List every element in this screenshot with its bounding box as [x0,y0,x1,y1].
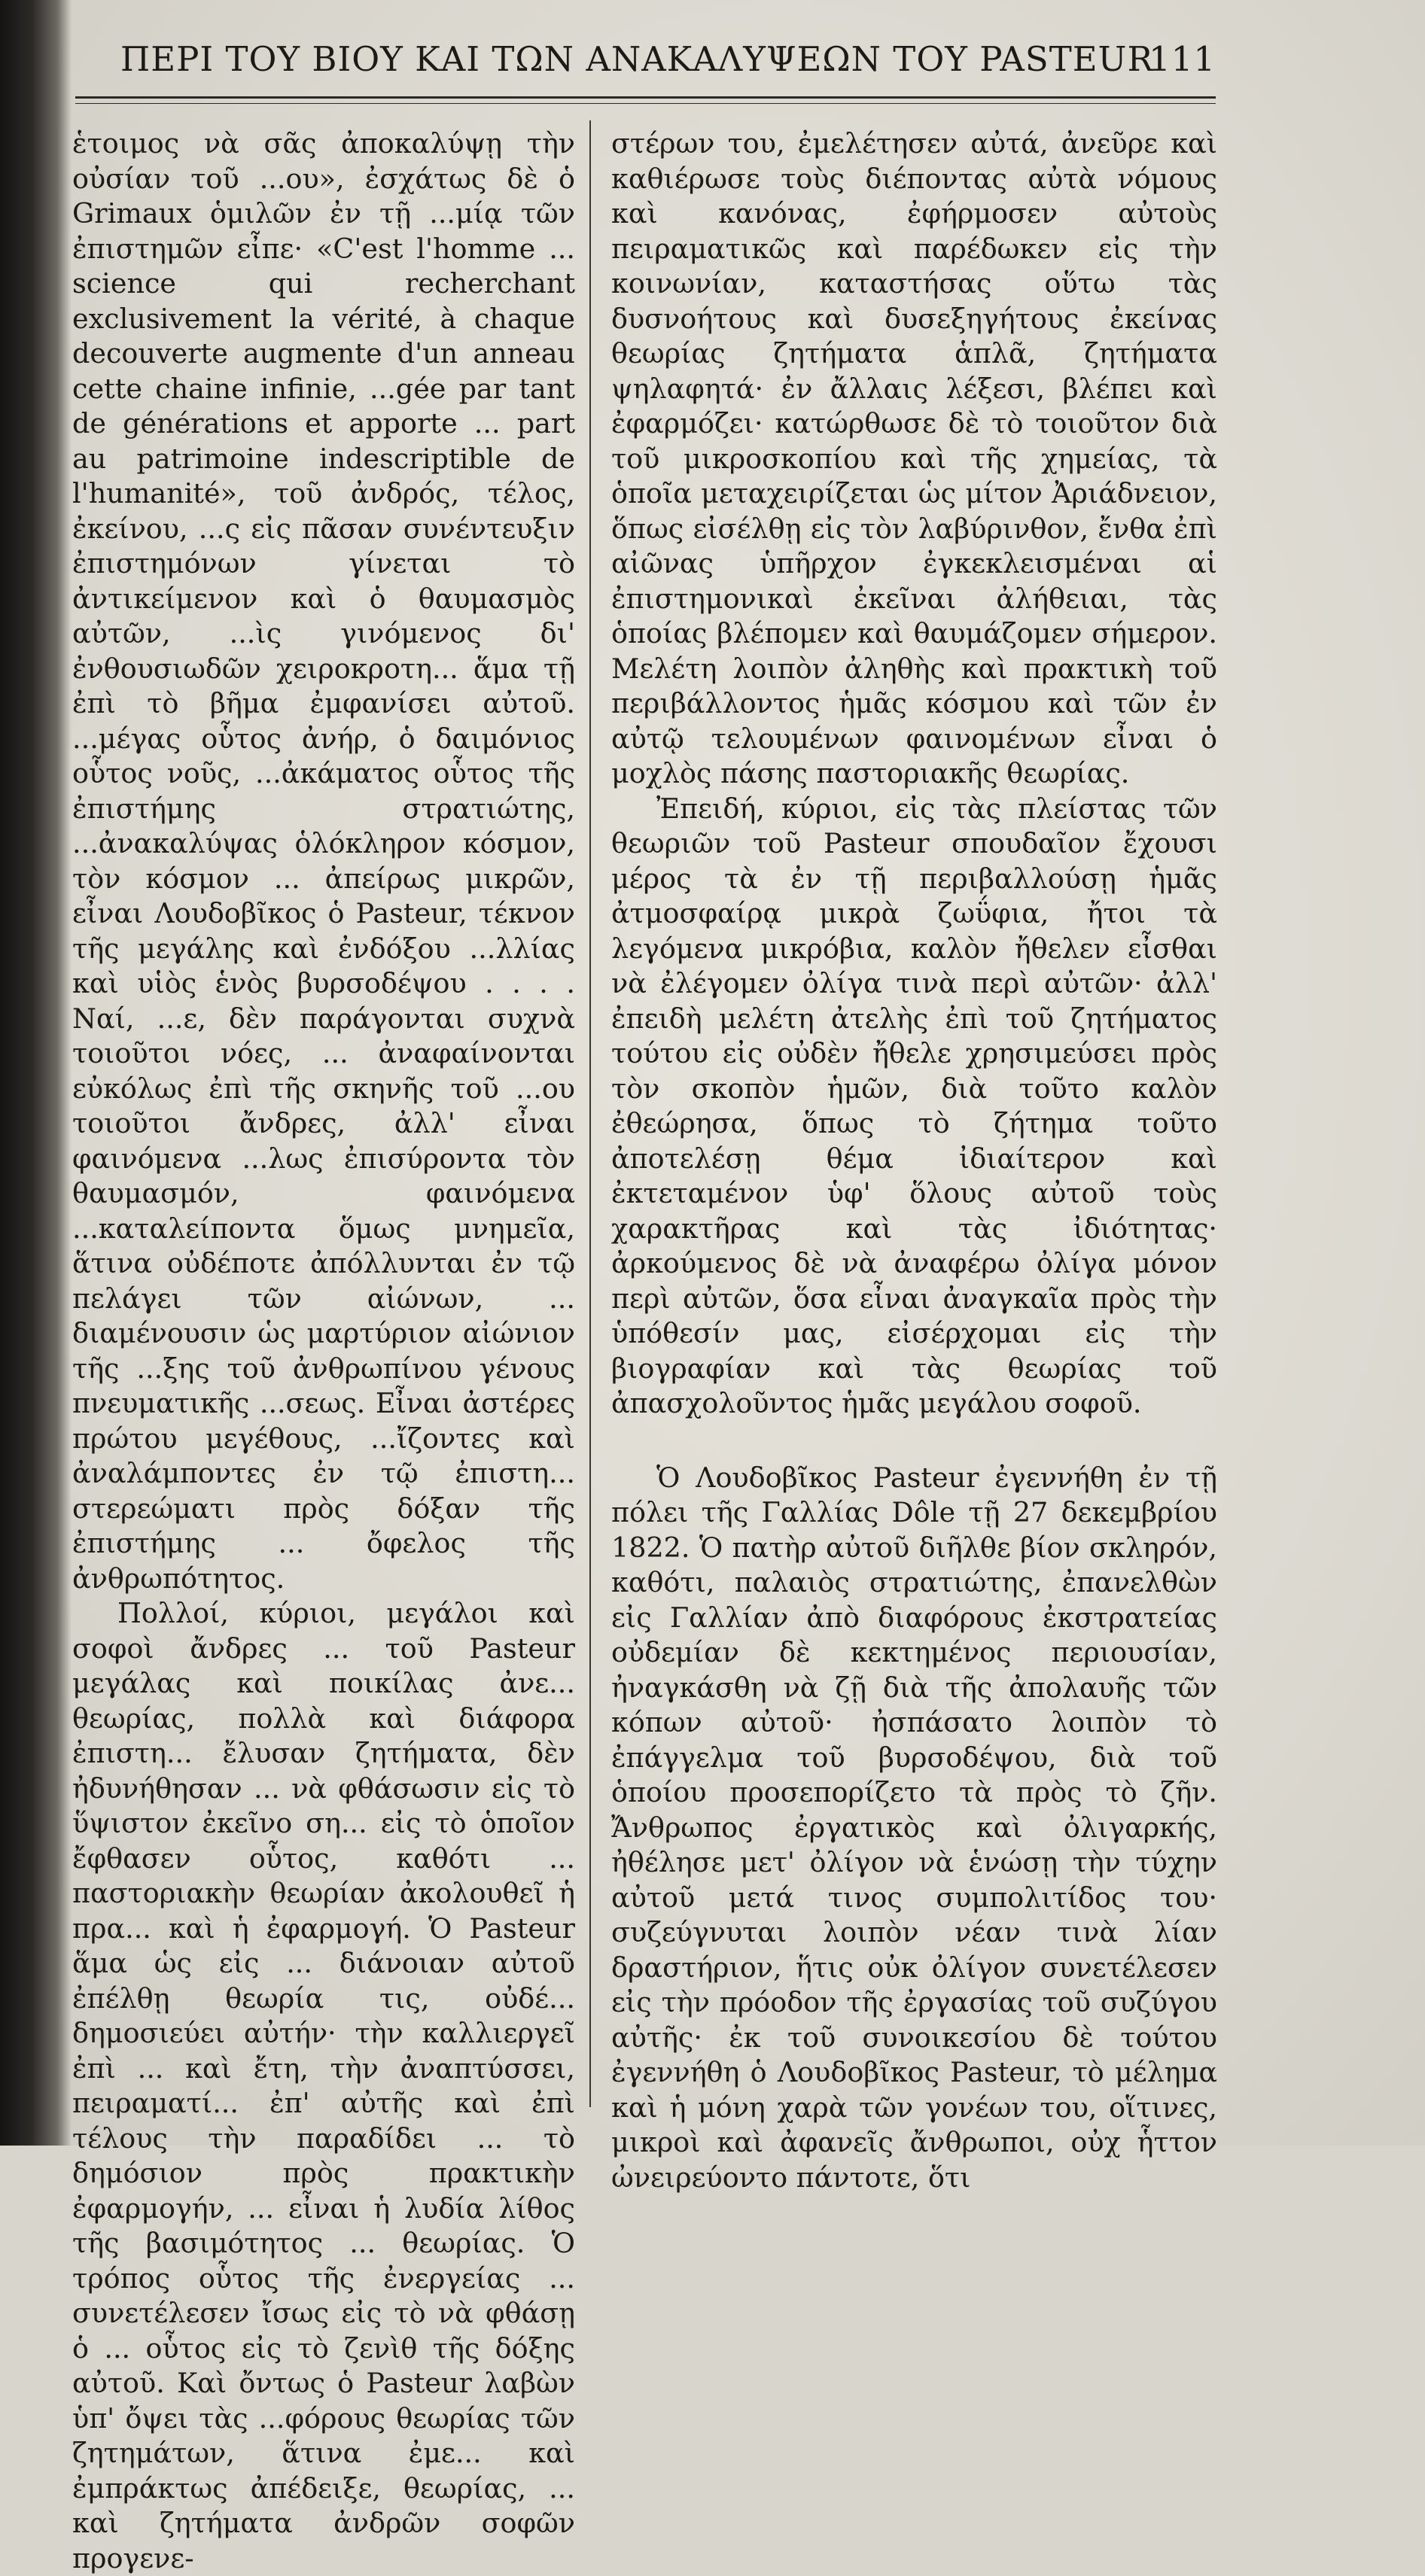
right-paragraph-1: στέρων του, ἐμελέτησεν αὐτά, ἀνεῦρε καὶ καθιέρωσε τοὺς διέποντας αὐτὰ νόμους καὶ κανόνας, ἐφήρμοσεν αὐτοὺς πειραματικῶς καὶ παρέδωκεν εἰς τὴν κοινωνίαν, καταστήσας οὕτω τὰς δυσνοήτους καὶ δυσεξηγήτους ἐκείνας θεωρίας ζητήματα ἁπλᾶ, ζητήματα ψηλαφητά· ἐν ἄλλαις λέξεσι, βλέπει καὶ ἐφαρμόζει· κατώρθωσε δὲ τὸ τοιοῦτον διὰ τοῦ μικροσκοπίου καὶ τῆς χημείας, τὰ ὁποῖα μεταχειρίζεται ὡς μίτον Ἀριάδνειον, ὅπως εἰσέλθῃ εἰς τὸν λαβύρινθον, ἔνθα ἐπὶ αἰῶνας ὑπῆρχον ἐγκεκλεισμέναι αἱ ἐπιστημονικαὶ ἐκεῖναι ἀλήθειαι, τὰς ὁποίας βλέπομεν καὶ θαυμάζομεν σήμερον. Μελέτη λοιπὸν ἀληθὴς καὶ πρακτικὴ τοῦ περιβάλλοντος ἡμᾶς κόσμου καὶ τῶν ἐν αὐτῷ τελουμένων φαινομένων εἶναι ὁ μοχλὸς πάσης παστοριακῆς θεωρίας. [611,127,1217,789]
header-rule-thin [75,103,1216,104]
running-title: ΠΕΡΙ ΤΟΥ ΒΙΟΥ ΚΑΙ ΤΩΝ ΑΝΑΚΑΛΥΨΕΩΝ ΤΟΥ PASTEUR [120,39,1154,79]
right-paragraph-3: Ὁ Λουδοβῖκος Pasteur ἐγεννήθη ἐν τῇ πόλει τῆς Γαλλίας Dôle τῇ 27 δεκεμβρίου 1822. Ὁ πατὴρ αὐτοῦ διῆλθε βίον σκληρόν, καθότι, παλαιὸς στρατιώτης, ἐπανελθὼν εἰς Γαλλίαν ἀπὸ διαφόρους ἐκστρατείας οὐδεμίαν δὲ κεκτημένος περιουσίαν, ἠναγκάσθη νὰ ζῇ διὰ τῆς ἀπολαυῆς τῶν κόπων αὐτοῦ· ἠσπάσατο λοιπὸν τὸ ἐπάγγελμα τοῦ βυρσοδέψου, διὰ τοῦ ὁποίου προσεπορίζετο τὰ πρὸς τὸ ζῆν. Ἄνθρωπος ἐργατικὸς καὶ ὀλιγαρκής, ἠθέλησε μετ' ὀλίγον νὰ ἑνώσῃ τὴν τύχην αὐτοῦ μετά τινος συμπολιτίδος του· συζεύγνυται λοιπὸν νέαν τινὰ λίαν δραστήριον, ἥτις οὐκ ὀλίγον συνετέλεσεν εἰς τὴν πρόοδον τῆς ἐργασίας τοῦ συζύγου αὐτῆς· ἐκ τοῦ συνοικεσίου δὲ τούτου ἐγεννήθη ὁ Λουδοβῖκος Pasteur, τὸ μέλημα καὶ ἡ μόνη χαρὰ τῶν γονέων του, οἵτινες, μικροὶ καὶ ἀφανεῖς ἄνθρωποι, οὐχ ἧττον ὠνειρεύοντο πάντοτε, ὅτι [611,1461,1217,2194]
left-paragraph-1: ἑτοιμος νὰ σᾶς ἀποκαλύψῃ τὴν οὐσίαν τοῦ ...ου», ἐσχάτως δὲ ὁ Grimaux ὁμιλῶν ἐν τῇ ...μίᾳ τῶν ἐπιστημῶν εἶπε· «C'est l'homme ... science qui recherchant exclusivement la vérité, à chaque decouverte augmente d'un anneau cette chaine infinie, ...gée par tant de générations et apporte ... part au patrimoine indescriptible de l'humanité», τοῦ ἀνδρός, τέλος, ἐκείνου, ...ς εἰς πᾶσαν συνέντευξιν ἐπιστημόνων γίνεται τὸ ἀντικείμενον καὶ ὁ θαυμασμὸς αὐτῶν, ...ὶς γινόμενος δι' ἐνθουσιωδῶν χειροκροτη... ἅμα τῇ ἐπὶ τὸ βῆμα ἐμφανίσει αὐτοῦ. ...μέγας οὗτος ἀνήρ, ὁ δαιμόνιος οὗτος νοῦς, ...ἀκάματος οὗτος τῆς ἐπιστήμης στρατιώτης, ...ἀνακαλύψας ὁλόκληρον κόσμον, τὸν κόσμον ... ἀπείρως μικρῶν, εἶναι Λουδοβῖκος ὁ Pasteur, τέκνον τῆς μεγάλης καὶ ἐνδόξου ...λλίας καὶ υἱὸς ἑνὸς βυρσοδέψου . . . . Ναί, ...ε, δὲν παράγονται συχνὰ τοιοῦτοι νόες, ... ἀναφαίνονται εὐκόλως ἐπὶ τῆς σκηνῆς τοῦ ...ου τοιοῦτοι ἄνδρες, ἀλλ' εἶναι φαινόμενα ...λως ἐπισύροντα τὸν θαυμασμόν, φαινόμενα ...καταλείποντα ὅμως μνημεῖα, ἅτινα οὐδέποτε ἀπόλλυνται ἐν τῷ πελάγει τῶν αἰώνων, ... διαμένουσιν ὡς μαρτύριον αἰώνιον τῆς ...ξης τοῦ ἀνθρωπίνου γένους πνευματικῆς ...σεως. Εἶναι ἀστέρες πρώτου μεγέθους, ...ἴζοντες καὶ ἀναλάμποντες ἐν τῷ ἐπιστη... στερεώματι πρὸς δόξαν τῆς ἐπιστήμης ... ὄφελος τῆς ἀνθρωπότητος. [72,127,575,1595]
page-header [120,39,1216,92]
header-rule-thick [75,96,1216,99]
right-paragraph-2: Ἐπειδή, κύριοι, εἰς τὰς πλείστας τῶν θεωριῶν τοῦ Pasteur σπουδαῖον ἔχουσι μέρος τὰ ἐν τῇ περιβαλλούσῃ ἡμᾶς ἀτμοσφαίρᾳ μικρὰ ζωΰφια, ἤτοι τὰ λεγόμενα μικρόβια, καλὸν ἤθελεν εἶσθαι νὰ ἐλέγομεν ὀλίγα τινὰ περὶ αὐτῶν· ἀλλ' ἐπειδὴ μελέτη ἀτελὴς ἐπὶ τοῦ ζητήματος τούτου εἰς οὐδὲν ἤθελε χρησιμεύσει πρὸς τὸν σκοπὸν ἡμῶν, διὰ τοῦτο καλὸν ἐθεώρησα, ὅπως τὸ ζήτημα τοῦτο ἀποτελέσῃ θέμα ἰδιαίτερον καὶ ἐκτεταμένον ὑφ' ὅλους αὐτοῦ τοὺς χαρακτῆρας καὶ τὰς ἰδιότητας· ἀρκούμενος δὲ νὰ ἀναφέρω ὀλίγα μόνον περὶ αὐτῶν, ὅσα εἶναι ἀναγκαῖα πρὸς τὴν ὑπόθεσίν μας, εἰσέρχομαι εἰς τὴν βιογραφίαν καὶ τὰς θεωρίας τοῦ ἀπασχολοῦντος ἡμᾶς μεγάλου σοφοῦ. [611,792,1217,1419]
book-spine-shadow [0,0,72,2146]
left-paragraph-2: Πολλοί, κύριοι, μεγάλοι καὶ σοφοὶ ἄνδρες ... τοῦ Pasteur μεγάλας καὶ ποικίλας ἀνε... θεωρίας, πολλὰ καὶ διάφορα ἐπιστη... ἔλυσαν ζητήματα, δὲν ἠδυνήθησαν ... νὰ φθάσωσιν εἰς τὸ ὕψιστον ἐκεῖνο ση... εἰς τὸ ὁποῖον ἔφθασεν οὗτος, καθότι ... παστοριακὴν θεωρίαν ἀκολουθεῖ ἡ πρα... καὶ ἡ ἐφαρμογή. Ὁ Pasteur ἅμα ὡς εἰς ... διάνοιαν αὐτοῦ ἐπέλθῃ θεωρία τις, οὐδέ... δημοσιεύει αὐτήν· τὴν καλλιεργεῖ ἐπὶ ... καὶ ἔτη, τὴν ἀναπτύσσει, πειραματί... ἐπ' αὐτῆς καὶ ἐπὶ τέλους τὴν παραδίδει ... τὸ δημόσιον πρὸς πρακτικὴν ἐφαρμογήν, ... εἶναι ἡ λυδία λίθος τῆς βασιμότητος ... θεωρίας. Ὁ τρόπος οὗτος τῆς ἐνεργείας ... συνετέλεσεν ἴσως εἰς τὸ νὰ φθάσῃ ὁ ... οὗτος εἰς τὸ ζενὶθ τῆς δόξης αὐτοῦ. Καὶ ὄντως ὁ Pasteur λαβὼν ὑπ' ὄψει τὰς ...φόρους θεωρίας τῶν ζητημάτων, ἅτινα ἐμε... καὶ ἐμπράκτως ἀπέδειξε, θεωρίας, ... καὶ ζητήματα ἀνδρῶν σοφῶν προγενε- [72,1597,575,2574]
paragraph-gap [611,1422,1217,1461]
column-divider [589,120,591,2107]
right-column [611,126,1217,2195]
page-number: 111 [1149,39,1216,79]
left-column [72,126,575,2576]
